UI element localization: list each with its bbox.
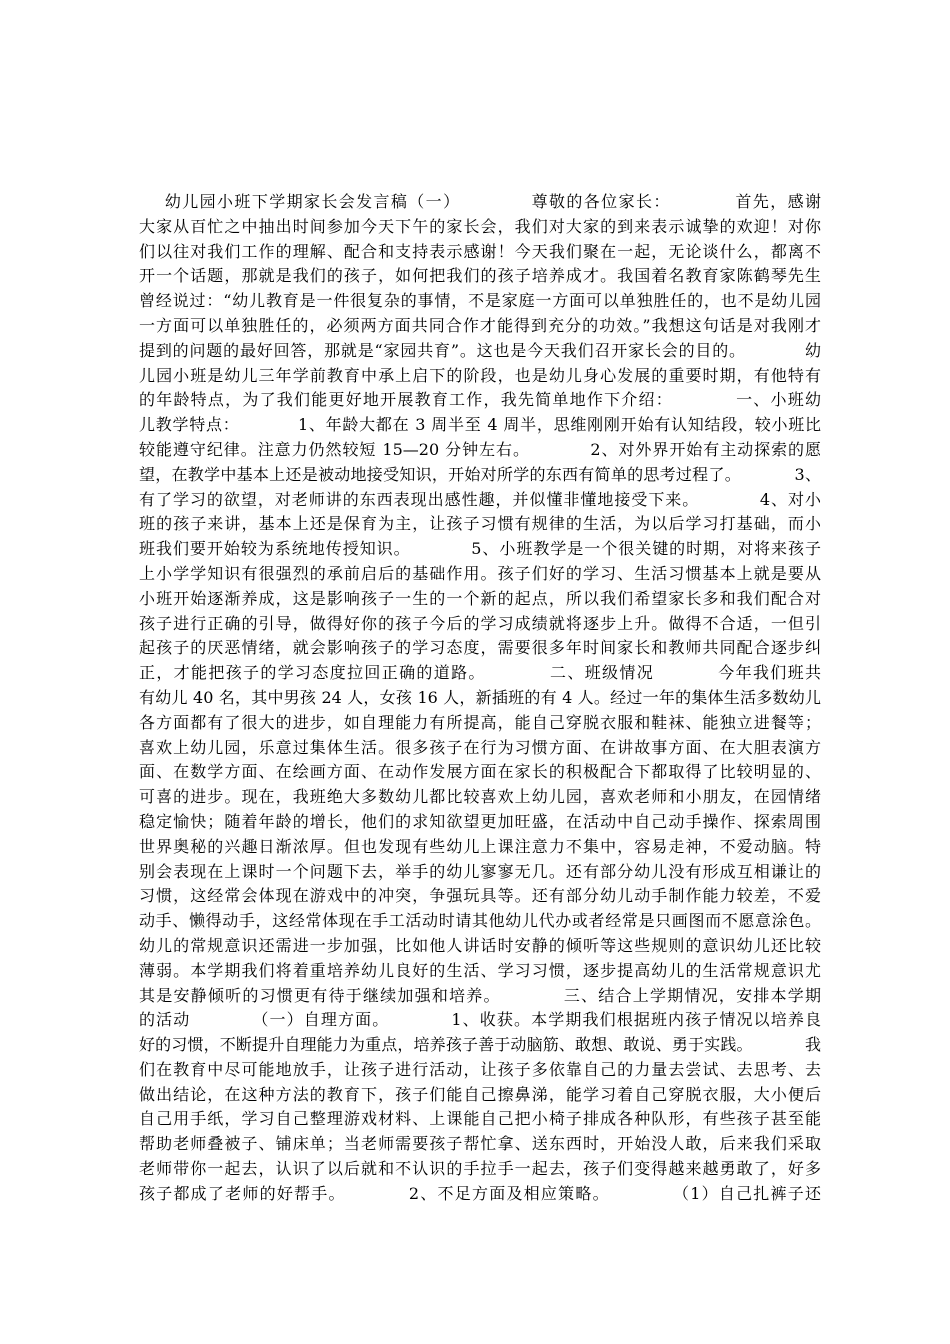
text-line: 帮助老师叠被子、铺床单；当老师需要孩子帮忙拿、送东西时，开始没人敢，后来我们采取 <box>139 1134 821 1154</box>
text-line: 望，在教学中基本上还是被动地接受知识，开始对所学的东西有简单的思考过程了。 3、 <box>139 464 821 484</box>
text-line: 自己用手纸，学习自己整理游戏材料、上课能自己把小椅子排成各种队形，有些孩子甚至能 <box>139 1109 821 1129</box>
text-line: 的活动 （一）自理方面。 1、收获。本学期我们根据班内孩子情况以培养良 <box>139 1010 821 1030</box>
text-line: 有了学习的欲望，对老师讲的东西表现出感性趣，并似懂非懂地接受下来。 4、对小 <box>139 489 821 509</box>
text-line: 儿园小班是幼儿三年学前教育中承上启下的阶段，也是幼儿身心发展的重要时期，有他特有 <box>139 365 821 385</box>
text-line: 别会表现在上课时一个问题下去，举手的幼儿寥寥无几。还有部分幼儿没有形成互相谦让的 <box>139 861 821 881</box>
text-line: 孩子都成了老师的好帮手。 2、不足方面及相应策略。 （1）自己扎裤子还 <box>139 1183 821 1203</box>
text-line: 动手、懒得动手，这经常体现在手工活动时请其他幼儿代办或者经常是只画图而不愿意涂色。 <box>139 911 821 931</box>
text-line: 做出结论，在这种方法的教育下，孩子们能自己擦鼻涕，能学习着自己穿脱衣服，大小便后 <box>139 1084 821 1104</box>
text-line: 曾经说过：“幼儿教育是一件很复杂的事情，不是家庭一方面可以单独胜任的，也不是幼儿园 <box>139 291 821 311</box>
text-line: 小班开始逐渐养成，这是影响孩子一生的一个新的起点，所以我们希望家长多和我们配合对 <box>139 588 821 608</box>
text-line: 世界奥秘的兴趣日渐浓厚。但也发现有些幼儿上课注意力不集中，容易走神，不爱动脑。特 <box>139 836 821 856</box>
text-line: 正，才能把孩子的学习态度拉回正确的道路。 二、班级情况 今年我们班共 <box>139 663 821 683</box>
text-line: 提到的问题的最好回答，那就是“家园共育”。这也是今天我们召开家长会的目的。 幼 <box>139 340 821 360</box>
text-line: 幼儿的常规意识还需进一步加强，比如他人讲话时安静的倾听等这些规则的意识幼儿还比较 <box>139 935 821 955</box>
document-body <box>139 190 821 1207</box>
text-line: 有幼儿 40 名，其中男孩 24 人，女孩 16 人，新插班的有 4 人。经过一年的集体生活多数幼儿 <box>139 687 821 707</box>
text-line: 其是安静倾听的习惯更有待于继续加强和培养。 三、结合上学期情况，安排本学期 <box>139 985 821 1005</box>
text-line: 班我们要开始较为系统地传授知识。 5、小班教学是一个很关键的时期，对将来孩子 <box>139 539 821 559</box>
text-line: 习惯，这经常会体现在游戏中的冲突，争强玩具等。还有部分幼儿动手制作能力较差，不爱 <box>139 886 821 906</box>
text-line: 各方面都有了很大的进步，如自理能力有所提高，能自己穿脱衣服和鞋袜、能独立进餐等； <box>139 712 821 732</box>
text-line: 的年龄特点，为了我们能更好地开展教育工作，我先简单地作下介绍： 一、小班幼 <box>139 390 821 410</box>
text-line: 薄弱。本学期我们将着重培养幼儿良好的生活、学习习惯，逐步提高幼儿的生活常规意识尤 <box>139 960 821 980</box>
text-line: 喜欢上幼儿园，乐意过集体生活。很多孩子在行为习惯方面、在讲故事方面、在大胆表演方 <box>139 737 821 757</box>
text-line: 稳定愉快；随着年龄的增长，他们的求知欲望更加旺盛，在活动中自己动手操作、探索周围 <box>139 811 821 831</box>
text-line: 老师带你一起去，认识了以后就和不认识的手拉手一起去，孩子们变得越来越勇敢了，好多 <box>139 1159 821 1179</box>
text-line: 一方面可以单独胜任的，必须两方面共同合作才能得到充分的功效。”我想这句话是对我刚才 <box>139 315 821 335</box>
text-line: 上小学学知识有很强烈的承前启后的基础作用。孩子们好的学习、生活习惯基本上就是要从 <box>139 563 821 583</box>
text-line: 们在教育中尽可能地放手，让孩子进行活动，让孩子多依靠自己的力量去尝试、去思考、去 <box>139 1059 821 1079</box>
text-line: 起孩子的厌恶情绪，就会影响孩子的学习态度，需要很多年时间家长和教师共同配合逐步纠 <box>139 638 821 658</box>
text-line: 开一个话题，那就是我们的孩子，如何把我们的孩子培养成才。我国着名教育家陈鹤琴先生 <box>139 266 821 286</box>
text-line: 班的孩子来讲，基本上还是保育为主，让孩子习惯有规律的生活，为以后学习打基础，而小 <box>139 514 821 534</box>
text-line: 面、在数学方面、在绘画方面、在动作发展方面在家长的积极配合下都取得了比较明显的、 <box>139 762 821 782</box>
text-line: 好的习惯，不断提升自理能力为重点，培养孩子善于动脑筋、敢想、敢说、勇于实践。 我 <box>139 1035 821 1055</box>
text-line: 们以往对我们工作的理解、配合和支持表示感谢！今天我们聚在一起，无论谈什么，都离不 <box>139 241 821 261</box>
text-line: 可喜的进步。现在，我班绝大多数幼儿都比较喜欢上幼儿园，喜欢老师和小朋友，在园情绪 <box>139 787 821 807</box>
text-line: 儿教学特点： 1、年龄大都在 3 周半至 4 周半，思维刚刚开始有认知结段，较小班比 <box>139 415 821 435</box>
text-line: 幼儿园小班下学期家长会发言稿（一） 尊敬的各位家长： 首先，感谢 <box>139 192 821 211</box>
text-line: 较能遵守纪律。注意力仍然较短 15—20 分钟左右。 2、对外界开始有主动探索的愿 <box>139 439 821 459</box>
text-line: 大家从百忙之中抽出时间参加今天下午的家长会，我们对大家的到来表示诚挚的欢迎！对你 <box>139 216 821 236</box>
text-line: 孩子进行正确的引导，做得好你的孩子今后的学习成绩就将逐步上升。做得不合适，一但引 <box>139 613 821 633</box>
